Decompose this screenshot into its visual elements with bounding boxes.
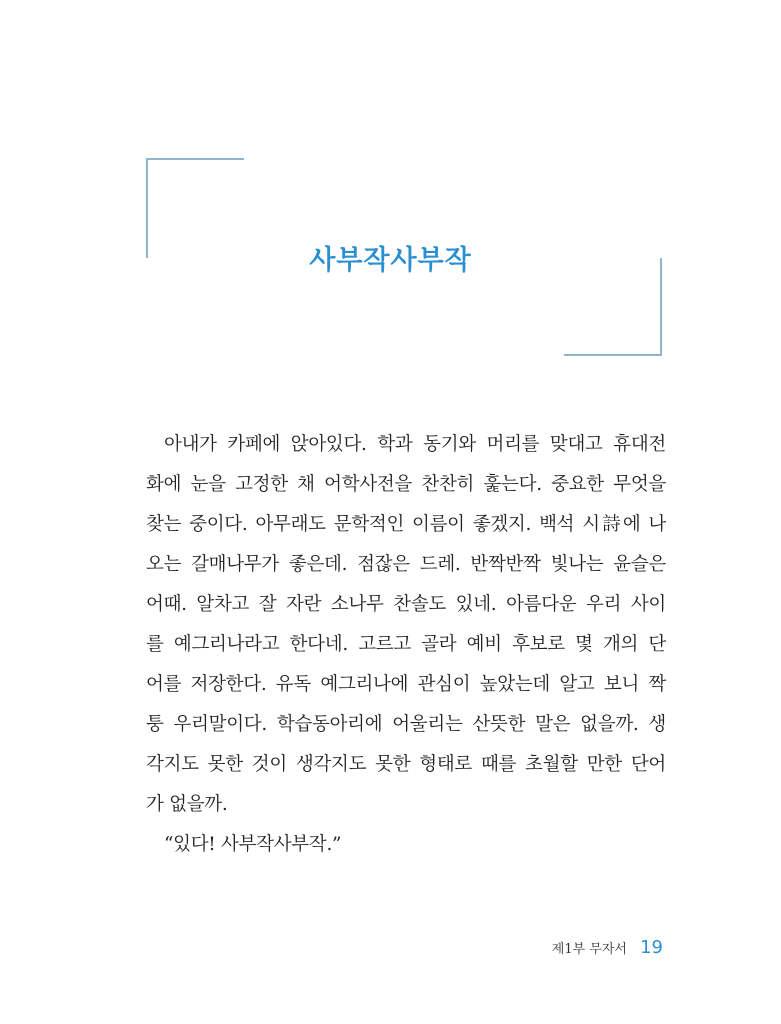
- dialogue-line: “있다! 사부작사부작.”: [164, 834, 342, 855]
- section-label: 제1부 무자서: [551, 942, 627, 957]
- body-line: 가 없을까.: [146, 794, 228, 815]
- body-line: 화에 눈을 고정한 채 어학사전을 찬찬히 훑는다. 중요한 무엇을: [146, 474, 666, 495]
- body-paragraphs: [146, 425, 666, 865]
- body-line: 어를 저장한다. 유독 예그리나에 관심이 높았는데 알고 보니 짝: [146, 674, 666, 695]
- chapter-title: 사부작사부작: [309, 245, 472, 276]
- page-footer: [552, 937, 663, 958]
- frame-corner-top-left: [146, 158, 244, 160]
- page-number: 19: [640, 937, 663, 958]
- frame-corner-bottom-right: [564, 354, 662, 356]
- body-line: 아내가 카페에 앉아있다. 학과 동기와 머리를 맞대고 휴대전: [164, 434, 666, 455]
- body-line: 오는 갈매나무가 좋은데. 점잖은 드레. 반짝반짝 빛나는 윤슬은: [146, 554, 666, 575]
- body-line: 찾는 중이다. 아무래도 문학적인 이름이 좋겠지. 백석 시詩에 나: [146, 514, 666, 535]
- body-line: 각지도 못한 것이 생각지도 못한 형태로 때를 초월할 만한 단어: [146, 754, 666, 775]
- body-line: 를 예그리나라고 한다네. 고르고 골라 예비 후보로 몇 개의 단: [146, 634, 666, 655]
- body-line: 어때. 알차고 잘 자란 소나무 찬솔도 있네. 아름다운 우리 사이: [146, 594, 666, 615]
- body-line: 퉁 우리말이다. 학습동아리에 어울리는 산뜻한 말은 없을까. 생: [146, 714, 666, 735]
